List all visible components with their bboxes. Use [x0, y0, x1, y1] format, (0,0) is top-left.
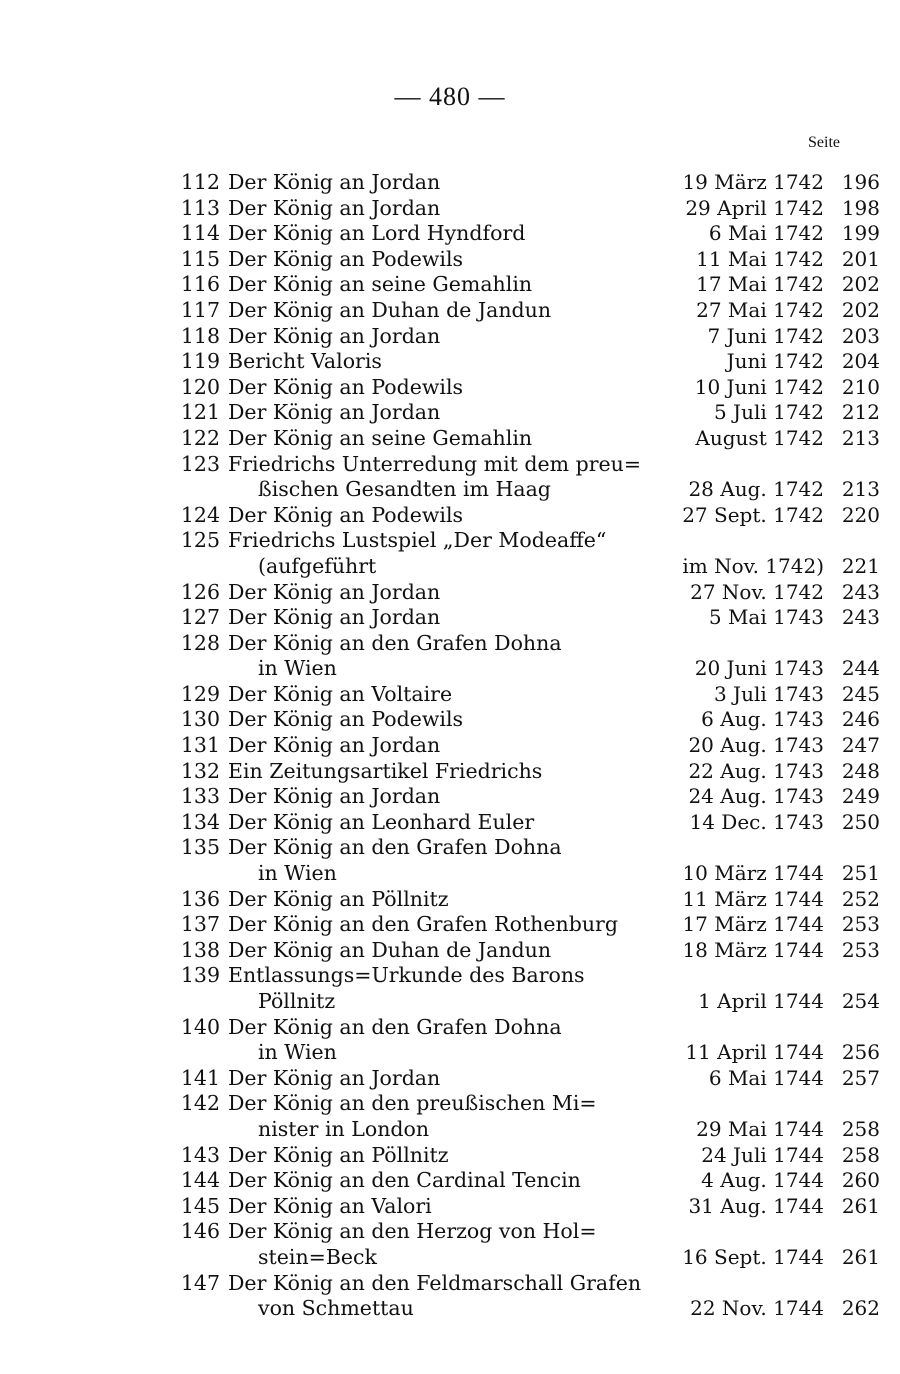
- entry-title-line: Der König an Jordan: [228, 400, 441, 425]
- toc-entry: [160, 349, 880, 375]
- entry-page: 202: [841, 297, 880, 322]
- toc-entry: [160, 503, 880, 529]
- entry-title: [228, 452, 654, 503]
- entry-title: [228, 707, 654, 733]
- entry-date: 6 Aug. 1743: [701, 707, 824, 732]
- entry-page: 202: [841, 272, 880, 297]
- entry-number: 124: [180, 502, 220, 527]
- toc-entry: [160, 733, 880, 759]
- entry-title: [228, 580, 654, 606]
- entry-title: [228, 196, 654, 222]
- entry-title-continuation: ßischen Gesandten im Haag: [258, 477, 551, 502]
- entry-title: [228, 631, 654, 682]
- entry-page: 201: [841, 246, 880, 271]
- toc-entry: [160, 1143, 880, 1169]
- entry-number: 129: [180, 681, 220, 706]
- entry-page: 196: [841, 170, 880, 194]
- toc-entry: [160, 912, 880, 938]
- entry-title-line: Der König an Valori: [228, 1193, 432, 1218]
- entry-number: 126: [180, 579, 220, 604]
- entry-number: 143: [180, 1142, 220, 1167]
- entry-page: 258: [841, 1142, 880, 1167]
- entry-number: 122: [180, 425, 220, 450]
- entry-title-continuation: von Schmettau: [258, 1296, 414, 1321]
- entry-number: 112: [180, 170, 220, 194]
- entry-page: 244: [841, 656, 880, 681]
- entry-page: 247: [841, 733, 880, 758]
- entry-page: 249: [841, 784, 880, 809]
- toc-entry: [160, 452, 880, 503]
- entry-page: 254: [841, 989, 880, 1013]
- entry-title-line: Der König an seine Gemahlin: [228, 425, 533, 450]
- entry-number: 116: [180, 272, 220, 297]
- entry-date: 24 Juli 1744: [701, 1142, 824, 1167]
- entry-page: 262: [841, 1296, 880, 1321]
- entry-number: 146: [180, 1219, 220, 1244]
- entry-number: 113: [180, 195, 220, 220]
- entry-title: [228, 298, 654, 324]
- entry-title-line: Der König an Lord Hyndford: [228, 221, 526, 246]
- entry-date: 11 April 1744: [685, 1040, 824, 1065]
- toc-entry: [160, 605, 880, 631]
- toc-entry: [160, 1194, 880, 1220]
- entry-title: [228, 938, 654, 964]
- entry-number: 131: [180, 733, 220, 758]
- entry-title-line: Der König an Jordan: [228, 733, 441, 758]
- entry-page: 248: [841, 758, 880, 783]
- entry-title: [228, 272, 654, 298]
- entry-title-line: Ein Zeitungsartikel Friedrichs: [228, 758, 543, 783]
- entry-page: 203: [841, 323, 880, 348]
- entry-number: 137: [180, 912, 220, 937]
- entry-date: 29 April 1742: [685, 195, 824, 220]
- entry-date: 18 März 1744: [682, 937, 824, 962]
- toc-entry: [160, 810, 880, 836]
- entry-page: 260: [841, 1168, 880, 1193]
- entry-title: [228, 170, 654, 196]
- entry-title: [228, 912, 654, 938]
- entry-number: 117: [180, 297, 220, 322]
- entry-date: 20 Aug. 1743: [688, 733, 824, 758]
- toc-entry: [160, 196, 880, 222]
- entry-title-line: Der König an Duhan de Jandun: [228, 297, 552, 322]
- entry-title: [228, 324, 654, 350]
- entry-date: 27 Nov. 1742: [690, 579, 824, 604]
- entry-title-line: Bericht Valoris: [228, 349, 382, 374]
- entry-page: 257: [841, 1065, 880, 1090]
- entry-page: 256: [841, 1040, 880, 1065]
- toc-entry: [160, 375, 880, 401]
- entry-title-line: Der König an Podewils: [228, 246, 464, 271]
- toc-entry: [160, 272, 880, 298]
- entry-page: 204: [841, 349, 880, 374]
- entry-title-line: Entlassungs=Urkunde des Barons: [228, 963, 585, 988]
- entry-title-line: Der König an Duhan de Jandun: [228, 937, 552, 962]
- entry-title-continuation: in Wien: [258, 1040, 337, 1065]
- entry-title: [228, 375, 654, 401]
- entry-title-continuation: nister in London: [258, 1116, 430, 1141]
- entry-page: 250: [841, 809, 880, 834]
- entry-page: 253: [841, 937, 880, 962]
- entry-date: im Nov. 1742): [682, 553, 824, 578]
- entry-title-line: Der König an Voltaire: [228, 681, 453, 706]
- entry-title-line: Der König an den preußischen Mi=: [228, 1091, 597, 1116]
- toc-entry: [160, 580, 880, 606]
- toc-entry: [160, 324, 880, 350]
- entry-date: 17 Mai 1742: [696, 272, 824, 297]
- toc-entry: [160, 784, 880, 810]
- entry-page: 213: [841, 425, 880, 450]
- entry-title-continuation: Pöllnitz: [258, 989, 336, 1013]
- entry-date: Juni 1742: [726, 349, 824, 374]
- entry-number: 119: [180, 349, 220, 374]
- entry-title-line: Der König an Podewils: [228, 374, 464, 399]
- entry-title-line: Der König an den Herzog von Hol=: [228, 1219, 597, 1244]
- entry-date: 17 März 1744: [682, 912, 824, 937]
- entry-title-line: Der König an Jordan: [228, 170, 441, 194]
- entry-date: August 1742: [695, 425, 824, 450]
- entry-title-continuation: (aufgeführt: [258, 553, 377, 578]
- entry-page: 212: [841, 400, 880, 425]
- toc-entry: [160, 938, 880, 964]
- entry-title: [228, 835, 654, 886]
- entry-title-line: Friedrichs Lustspiel „Der Modeaffe“: [228, 528, 607, 553]
- entry-title-line: Der König an den Grafen Dohna: [228, 835, 562, 860]
- entry-number: 145: [180, 1193, 220, 1218]
- entry-title: [228, 1015, 654, 1066]
- toc-entry: [160, 682, 880, 708]
- entry-number: 139: [180, 963, 220, 988]
- entry-date: 27 Mai 1742: [696, 297, 824, 322]
- entry-date: 22 Aug. 1743: [688, 758, 824, 783]
- entry-date: 29 Mai 1744: [696, 1116, 824, 1141]
- entry-date: 1 April 1744: [698, 989, 824, 1013]
- entry-page: 251: [841, 861, 880, 886]
- entry-number: 136: [180, 886, 220, 911]
- entry-date: 10 Juni 1742: [694, 374, 824, 399]
- page-column-label: Seite: [808, 134, 840, 151]
- entry-date: 11 März 1744: [682, 886, 824, 911]
- entry-page: 199: [841, 221, 880, 246]
- entry-date: 4 Aug. 1744: [701, 1168, 824, 1193]
- entry-page: 258: [841, 1116, 880, 1141]
- entry-date: 6 Mai 1744: [708, 1065, 824, 1090]
- entry-title-line: Der König an den Feldmarschall Grafen: [228, 1270, 642, 1295]
- entry-number: 147: [180, 1270, 220, 1295]
- table-of-contents: [160, 170, 880, 1322]
- entry-number: 125: [180, 528, 220, 553]
- toc-entry: [160, 1271, 880, 1322]
- entry-page: 253: [841, 912, 880, 937]
- entry-date: 31 Aug. 1744: [688, 1193, 824, 1218]
- entry-page: 252: [841, 886, 880, 911]
- entry-date: 3 Juli 1743: [713, 681, 824, 706]
- entry-title-line: Der König an Jordan: [228, 579, 441, 604]
- entry-number: 138: [180, 937, 220, 962]
- entry-page: 243: [841, 579, 880, 604]
- entry-date: 16 Sept. 1744: [682, 1244, 824, 1269]
- toc-entry: [160, 1066, 880, 1092]
- toc-entry: [160, 963, 880, 1014]
- entry-date: 6 Mai 1742: [708, 221, 824, 246]
- entry-number: 114: [180, 221, 220, 246]
- toc-entry: [160, 221, 880, 247]
- entry-date: 14 Dec. 1743: [689, 809, 824, 834]
- entry-number: 120: [180, 374, 220, 399]
- entry-title: [228, 1066, 654, 1092]
- entry-title-line: Der König an Pöllnitz: [228, 1142, 449, 1167]
- entry-title: [228, 963, 654, 1014]
- entry-title-line: Der König an Jordan: [228, 195, 441, 220]
- entry-title: [228, 605, 654, 631]
- entry-date: 22 Nov. 1744: [690, 1296, 824, 1321]
- entry-title-line: Der König an Jordan: [228, 784, 441, 809]
- entry-date: 7 Juni 1742: [707, 323, 824, 348]
- entry-title: [228, 759, 654, 785]
- entry-page: 261: [841, 1244, 880, 1269]
- entry-date: 10 März 1744: [682, 861, 824, 886]
- entry-page: 261: [841, 1193, 880, 1218]
- entry-title: [228, 1091, 654, 1142]
- entry-number: 134: [180, 809, 220, 834]
- entry-page: 213: [841, 477, 880, 502]
- entry-page: 221: [841, 553, 880, 578]
- toc-entry: [160, 400, 880, 426]
- entry-title: [228, 349, 654, 375]
- entry-date: 11 Mai 1742: [696, 246, 824, 271]
- entry-number: 130: [180, 707, 220, 732]
- entry-date: 24 Aug. 1743: [688, 784, 824, 809]
- toc-entry: [160, 707, 880, 733]
- entry-date: 27 Sept. 1742: [682, 502, 824, 527]
- entry-number: 133: [180, 784, 220, 809]
- toc-entry: [160, 1091, 880, 1142]
- entry-date: 19 März 1742: [682, 170, 824, 194]
- toc-entry: [160, 247, 880, 273]
- entry-page: 198: [841, 195, 880, 220]
- entry-title-line: Der König an Podewils: [228, 707, 464, 732]
- entry-title-continuation: stein=Beck: [258, 1244, 377, 1269]
- toc-entry: [160, 528, 880, 579]
- entry-date: 5 Mai 1743: [708, 605, 824, 630]
- toc-entry: [160, 170, 880, 196]
- entry-title: [228, 784, 654, 810]
- toc-entry: [160, 887, 880, 913]
- entry-title-line: Der König an Leonhard Euler: [228, 809, 535, 834]
- entry-date: 5 Juli 1742: [713, 400, 824, 425]
- entry-title: [228, 221, 654, 247]
- entry-title: [228, 426, 654, 452]
- entry-title: [228, 733, 654, 759]
- entry-title-line: Der König an Pöllnitz: [228, 886, 449, 911]
- toc-entry: [160, 759, 880, 785]
- entry-date: 28 Aug. 1742: [688, 477, 824, 502]
- entry-title-line: Der König an seine Gemahlin: [228, 272, 533, 297]
- entry-title: [228, 1143, 654, 1169]
- entry-page: 210: [841, 374, 880, 399]
- entry-title: [228, 1194, 654, 1220]
- entry-title: [228, 1271, 654, 1322]
- toc-entry: [160, 1015, 880, 1066]
- page-number: — 480 —: [394, 82, 506, 111]
- entry-date: 20 Juni 1743: [694, 656, 824, 681]
- entry-title: [228, 810, 654, 836]
- toc-entry: [160, 835, 880, 886]
- entry-title-line: Der König an den Grafen Rothenburg: [228, 912, 618, 937]
- entry-page: 220: [841, 502, 880, 527]
- entry-title: [228, 400, 654, 426]
- entry-page: 246: [841, 707, 880, 732]
- toc-entry: [160, 426, 880, 452]
- entry-title-continuation: in Wien: [258, 656, 337, 681]
- entry-title: [228, 1168, 654, 1194]
- entry-number: 127: [180, 605, 220, 630]
- entry-title: [228, 528, 654, 579]
- entry-title-line: Der König an Jordan: [228, 605, 441, 630]
- entry-page: 245: [841, 681, 880, 706]
- entry-title-line: Der König an den Grafen Dohna: [228, 630, 562, 655]
- toc-entry: [160, 1219, 880, 1270]
- entry-number: 140: [180, 1014, 220, 1039]
- entry-title: [228, 247, 654, 273]
- entry-title-continuation: in Wien: [258, 861, 337, 886]
- entry-title: [228, 682, 654, 708]
- toc-entry: [160, 631, 880, 682]
- entry-title-line: Friedrichs Unterredung mit dem preu=: [228, 451, 642, 476]
- entry-title-line: Der König an Podewils: [228, 502, 464, 527]
- entry-page: 243: [841, 605, 880, 630]
- entry-number: 121: [180, 400, 220, 425]
- entry-number: 141: [180, 1065, 220, 1090]
- entry-title: [228, 1219, 654, 1270]
- toc-entry: [160, 1168, 880, 1194]
- entry-number: 115: [180, 246, 220, 271]
- entry-number: 142: [180, 1091, 220, 1116]
- entry-title-line: Der König an Jordan: [228, 323, 441, 348]
- toc-entry: [160, 298, 880, 324]
- entry-title: [228, 503, 654, 529]
- entry-number: 118: [180, 323, 220, 348]
- entry-number: 128: [180, 630, 220, 655]
- entry-number: 144: [180, 1168, 220, 1193]
- entry-number: 123: [180, 451, 220, 476]
- entry-number: 135: [180, 835, 220, 860]
- entry-title-line: Der König an Jordan: [228, 1065, 441, 1090]
- entry-number: 132: [180, 758, 220, 783]
- entry-title: [228, 887, 654, 913]
- entry-title-line: Der König an den Cardinal Tencin: [228, 1168, 581, 1193]
- entry-title-line: Der König an den Grafen Dohna: [228, 1014, 562, 1039]
